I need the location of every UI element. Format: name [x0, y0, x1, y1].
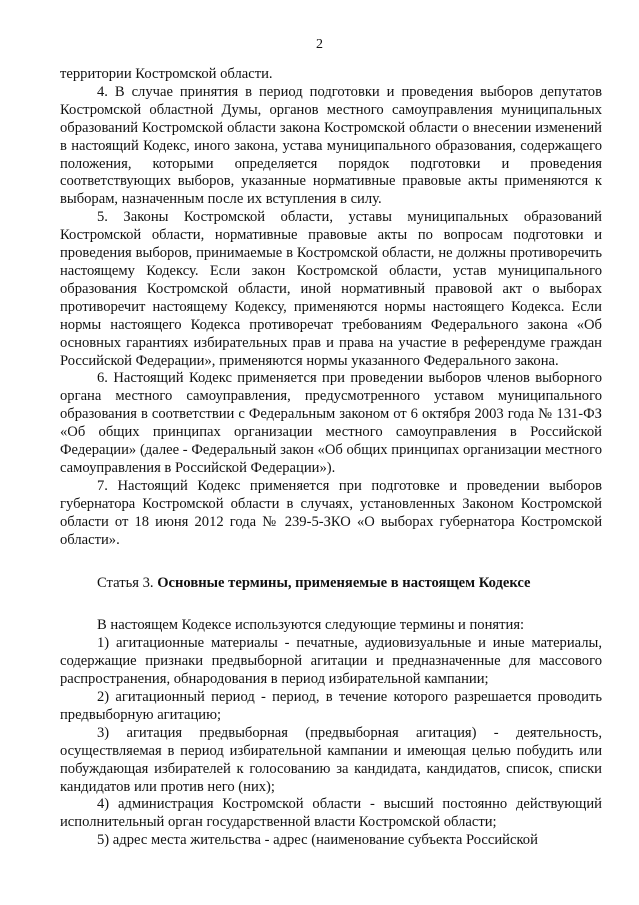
- paragraph-4: 4. В случае принятия в период подготовки и проведения выборов депутатов Костромской областной Думы, органов местного самоуправления муниципальных образований Костромской области закона Костромской области о внесении изменений в настоящий Кодекс, иного закона, устава муниципального образования, содержащего положения, которыми определяется порядок подготовки и проведения соответствующих выборов, указанные нормативные правовые акты применяются к выборам, назначенным после их вступления в силу.: [60, 83, 602, 208]
- term-item-4: 4) администрация Костромской области - высший постоянно действующий исполнительный орган государственной власти Костромской области;: [60, 796, 602, 831]
- paragraph-5: 5. Законы Костромской области, уставы муниципальных образований Костромской области, нормативные правовые акты по вопросам подготовки и проведения выборов, принимаемые в Костромской области, не должны противоречить настоящему Кодексу. Если закон Костромской области, устав муниципального образования Костромской области, иной нормативный правовой акт о выборах противоречит настоящему Кодексу, применяются нормы настоящего Кодекса. Если нормы настоящего Кодекса противоречат требованиям Федерального закона «Об основных гарантиях избирательных прав и права на участие в референдуме граждан Российской Федерации», применяются нормы указанного Федерального закона.: [60, 209, 602, 369]
- term-item-1: 1) агитационные материалы - печатные, аудиовизуальные и иные материалы, содержащие признаки предвыборной агитации и предназначенные для массового распространения, обнародования в период избирательной кампании;: [60, 635, 602, 688]
- paragraph-7: 7. Настоящий Кодекс применяется при подготовке и проведении выборов губернатора Костромской области в случаях, установленных Законом Костромской области от 18 июня 2012 года № 239-5-ЗКО «О выборах губернатора Костромской области».: [60, 477, 602, 548]
- paragraph-6: 6. Настоящий Кодекс применяется при проведении выборов членов выборного органа местного самоуправления, предусмотренного уставом муниципального образования в соответствии с Федеральным законом от 6 октября 2003 года № 131-ФЗ «Об общих принципах организации местного самоуправления в Российской Федерации» (далее - Федеральный закон «Об общих принципах организации местного самоуправления в Российской Федерации»).: [60, 370, 602, 476]
- term-item-5: 5) адрес места жительства - адрес (наименование субъекта Российской: [97, 832, 538, 849]
- paragraph-continuation: территории Костромской области.: [60, 66, 273, 82]
- article-number: Статья 3.: [97, 575, 158, 592]
- document-body: [60, 66, 602, 850]
- page-number: 2: [316, 37, 323, 52]
- article-heading: [60, 575, 602, 593]
- term-item-3: 3) агитация предвыборная (предвыборная агитация) - деятельность, осуществляемая в период избирательной кампании и имеющая целью побудить или побуждающая избирателей к голосованию за кандидата, кандидатов, список, списки кандидатов или против него (них);: [60, 724, 602, 795]
- term-item-2: 2) агитационный период - период, в течение которого разрешается проводить предвыборную агитацию;: [60, 689, 602, 723]
- terms-intro: В настоящем Кодексе используются следующие термины и понятия:: [97, 617, 525, 634]
- article-title: Основные термины, применяемые в настоящем Кодексе: [157, 575, 531, 592]
